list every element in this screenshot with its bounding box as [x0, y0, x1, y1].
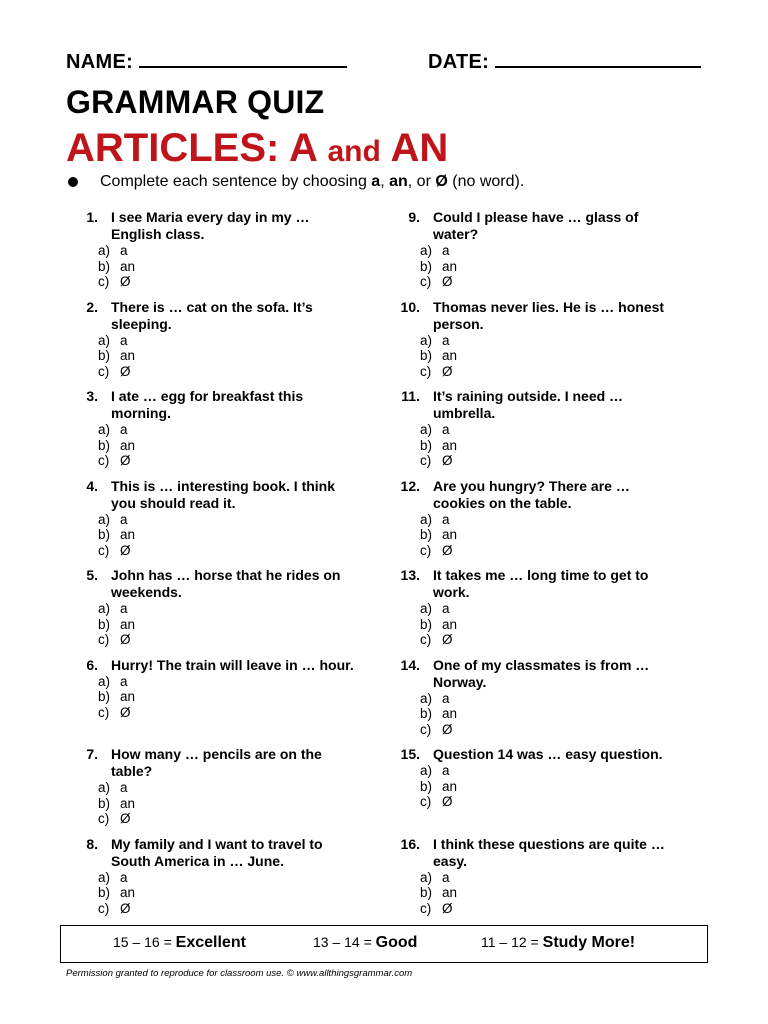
option-b[interactable]: b) an — [420, 258, 458, 274]
question — [62, 657, 362, 747]
option-c[interactable]: c) Ø — [420, 542, 453, 558]
bullet-icon — [68, 177, 78, 187]
question — [62, 567, 362, 657]
score-box — [60, 925, 708, 963]
option-a[interactable]: a) a — [98, 780, 128, 795]
score-good: 13 – 14 = Good — [313, 934, 418, 951]
option-b[interactable]: b) an — [420, 348, 458, 363]
option-a[interactable]: a) a — [420, 763, 450, 778]
question-number: 10. — [400, 298, 420, 315]
page-subtitle — [66, 124, 448, 176]
option-a[interactable]: a) a — [420, 690, 450, 706]
option-b[interactable]: b) an — [420, 885, 458, 900]
question-text: I see Maria every day in my … English class. — [111, 209, 310, 242]
question-number: 1. — [86, 209, 98, 225]
option-c[interactable]: c) Ø — [98, 900, 131, 916]
option-b[interactable]: b) an — [98, 348, 136, 363]
name-label: NAME: — [66, 51, 134, 73]
question — [384, 299, 684, 389]
question-text: I think these questions are quite … easy. — [433, 835, 665, 869]
score-study-more: 11 – 12 = Study More! — [481, 934, 636, 951]
question-text: My family and I want to travel to South America in … June. — [111, 835, 323, 869]
question — [384, 746, 684, 836]
instruction-text: Complete each sentence by choosing a, an, or Ø (no word). — [100, 173, 525, 190]
option-c[interactable]: c) Ø — [98, 704, 131, 720]
option-a[interactable]: a) a — [98, 601, 128, 616]
page-title: GRAMMAR QUIZ — [66, 84, 325, 120]
option-c[interactable]: c) Ø — [420, 794, 453, 809]
question-number: 12. — [400, 477, 420, 494]
questions-column-left — [62, 209, 362, 925]
question-text: Are you hungry? There are … cookies on the table. — [433, 477, 630, 511]
option-a[interactable]: a) a — [98, 869, 128, 885]
option-c[interactable]: c) Ø — [420, 274, 453, 289]
question — [62, 388, 362, 478]
option-b[interactable]: b) an — [98, 885, 136, 900]
option-b[interactable]: b) an — [420, 527, 458, 542]
date-label: DATE: — [428, 51, 490, 73]
option-b[interactable]: b) an — [98, 689, 136, 704]
question — [384, 478, 684, 568]
option-c[interactable]: c) Ø — [98, 274, 131, 289]
option-c[interactable]: c) Ø — [420, 900, 453, 916]
question — [62, 209, 362, 299]
question-number: 6. — [86, 656, 98, 673]
subtitle-and: and — [327, 135, 381, 168]
option-b[interactable]: b) an — [98, 795, 136, 811]
option-c[interactable]: c) Ø — [98, 632, 131, 647]
instruction — [66, 173, 524, 191]
subtitle-main: ARTICLES: A — [66, 126, 317, 170]
subtitle-end: AN — [390, 126, 449, 170]
question-number: 2. — [86, 298, 98, 315]
option-b[interactable]: b) an — [98, 527, 136, 542]
option-b[interactable]: b) an — [420, 778, 458, 794]
option-a[interactable]: a) a — [420, 601, 450, 616]
option-c[interactable]: c) Ø — [98, 542, 131, 558]
option-b[interactable]: b) an — [420, 706, 458, 721]
option-a[interactable]: a) a — [420, 332, 450, 348]
option-a[interactable]: a) a — [420, 869, 450, 885]
option-a[interactable]: a) a — [98, 422, 128, 437]
date-field[interactable] — [428, 50, 701, 74]
score-excellent: 15 – 16 = Excellent — [113, 934, 246, 951]
question — [384, 388, 684, 478]
name-blank[interactable] — [139, 50, 347, 68]
option-c[interactable]: c) Ø — [98, 811, 131, 826]
questions-column-right — [384, 209, 684, 925]
option-a[interactable]: a) a — [98, 332, 128, 348]
question-number: 15. — [400, 746, 420, 762]
question — [384, 567, 684, 657]
option-a[interactable]: a) a — [98, 673, 128, 689]
question — [62, 299, 362, 389]
question — [384, 209, 684, 299]
question-text: This is … interesting book. I think you should read it. — [111, 477, 336, 511]
option-a[interactable]: a) a — [420, 511, 450, 527]
option-b[interactable]: b) an — [98, 616, 136, 632]
question — [384, 657, 684, 747]
question-text: One of my classmates is from … Norway. — [433, 656, 650, 690]
question-text: Hurry! The train will leave in … hour. — [111, 656, 354, 673]
question-text: Could I please have … glass of water? — [433, 209, 639, 242]
option-c[interactable]: c) Ø — [420, 363, 453, 379]
question-text: Thomas never lies. He is … honest person. — [433, 298, 665, 332]
option-c[interactable]: c) Ø — [98, 363, 131, 379]
option-a[interactable]: a) a — [420, 422, 450, 437]
question — [62, 478, 362, 568]
question-number: 14. — [400, 656, 420, 673]
question — [62, 746, 362, 836]
question-number: 8. — [86, 835, 98, 852]
option-b[interactable]: b) an — [98, 258, 136, 274]
option-c[interactable]: c) Ø — [98, 453, 131, 468]
footer-permission: Permission granted to reproduce for classroom use. © www.allthingsgrammar.com — [66, 968, 413, 979]
question-text: There is … cat on the sofa. It’s sleeping. — [111, 298, 313, 332]
question-text: John has … horse that he rides on weekends. — [111, 567, 341, 600]
question-number: 9. — [408, 209, 420, 225]
question-number: 11. — [401, 388, 420, 404]
question-text: Question 14 was … easy question. — [433, 746, 663, 762]
question — [62, 836, 362, 926]
option-b[interactable]: b) an — [420, 437, 458, 453]
question-number: 4. — [86, 477, 98, 494]
name-field[interactable] — [66, 50, 347, 74]
option-a[interactable]: a) a — [98, 243, 128, 258]
question-text: It’s raining outside. I need … umbrella. — [433, 388, 624, 421]
question-number: 7. — [86, 746, 98, 762]
date-blank[interactable] — [495, 50, 701, 68]
question-number: 3. — [86, 388, 98, 404]
question-text: It takes me … long time to get to work. — [433, 567, 649, 600]
question-text: How many … pencils are on the table? — [111, 746, 322, 779]
question-number: 5. — [86, 567, 98, 583]
question — [384, 836, 684, 926]
option-c[interactable]: c) Ø — [420, 721, 453, 737]
option-a[interactable]: a) a — [98, 511, 128, 527]
option-b[interactable]: b) an — [420, 616, 458, 632]
option-b[interactable]: b) an — [98, 437, 136, 453]
question-number: 13. — [400, 567, 420, 583]
question-text: I ate … egg for breakfast this morning. — [111, 388, 304, 421]
question-number: 16. — [400, 835, 420, 852]
option-c[interactable]: c) Ø — [420, 453, 453, 468]
option-c[interactable]: c) Ø — [420, 632, 453, 647]
option-a[interactable]: a) a — [420, 243, 450, 258]
